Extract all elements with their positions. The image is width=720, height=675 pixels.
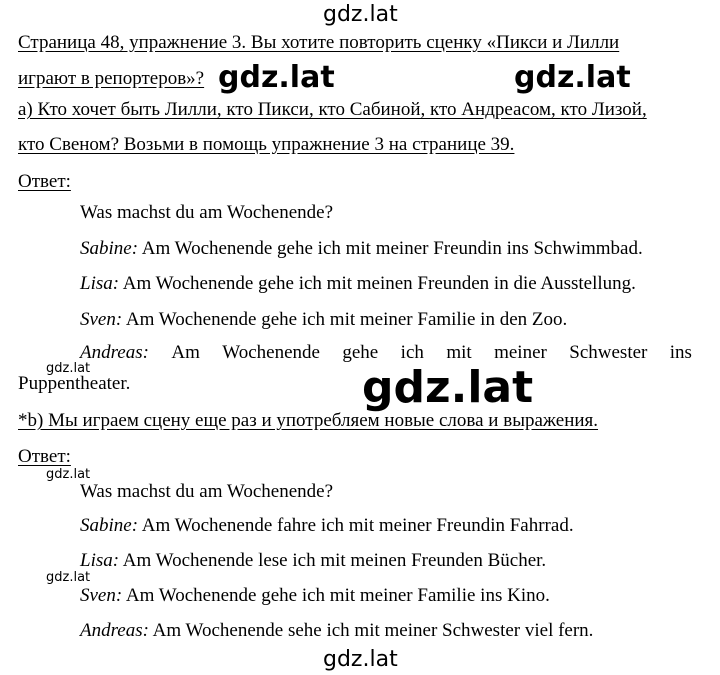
dialog-a-andreas-continuation: Puppentheater. [18,373,131,394]
watermark-top: gdz.lat [323,2,398,27]
speaker-text: Am Wochenende fahre ich mit meiner Freundin Fahrrad. [138,515,574,536]
speaker-name: Lisa: [80,550,120,571]
task-a-line-2: играют в репортеров»? [18,68,205,89]
speaker-name: Andreas: [80,342,149,363]
word: Wochenende [222,342,320,363]
speaker-text: Am Wochenende gehe ich mit meiner Familie in den Zoo. [122,309,568,330]
answer-label-a: Ответ: [18,171,71,192]
watermark-small-1: gdz.lat [46,361,91,376]
watermark-big: gdz.lat [362,362,534,413]
watermark-small-3: gdz.lat [46,570,91,585]
speaker-text: Am Wochenende gehe ich mit meiner Familie ins Kino. [122,585,550,606]
word: meiner [494,342,547,363]
answer-label-b: Ответ: [18,446,71,467]
task-a-line-4: кто Свеном? Возьми в помощь упражнение 3 на странице 39. [18,134,515,155]
watermark-mid-left: gdz.lat [218,60,335,95]
dialog-a-line-andreas [80,342,692,364]
speaker-name: Sabine: [80,515,139,536]
dialog-a-question: Was machst du am Wochenende? [80,202,334,223]
task-b: *b) Мы играем сцену еще раз и употребляем новые слова и выражения. [18,410,599,431]
speaker-name: Andreas: [80,620,149,641]
word: Am [171,342,200,363]
speaker-name: Sven: [80,585,123,606]
dialog-b-question: Was machst du am Wochenende? [80,481,334,502]
dialog-a-line-lisa [80,273,636,295]
speaker-text: Am Wochenende gehe ich mit meiner Freundin ins Schwimmbad. [138,238,643,259]
speaker-name: Lisa: [80,273,120,294]
watermark-small-2: gdz.lat [46,467,91,482]
speaker-text: Am Wochenende sehe ich mit meiner Schwester viel fern. [148,620,594,641]
word: ins [669,342,692,363]
watermark-bottom: gdz.lat [323,647,398,672]
speaker-name: Sven: [80,309,123,330]
dialog-a-line-sabine [80,238,643,260]
dialog-b-line-sabine [80,515,574,537]
word: mit [446,342,472,363]
word: Schwester [569,342,648,363]
dialog-b-line-lisa [80,550,546,572]
watermark-mid-right: gdz.lat [514,60,631,95]
task-a-line-3: а) Кто хочет быть Лилли, кто Пикси, кто Сабиной, кто Андреасом, кто Лизой, [18,99,647,120]
dialog-b-line-andreas [80,620,593,642]
task-a-line-1: Страница 48, упражнение 3. Вы хотите повторить сценку «Пикси и Лилли [18,32,620,53]
dialog-b-line-sven [80,585,550,607]
dialog-a-line-sven [80,309,567,331]
speaker-text: Am Wochenende gehe ich mit meinen Freunden in die Ausstellung. [119,273,636,294]
speaker-text: Am Wochenende lese ich mit meinen Freunden Bücher. [119,550,547,571]
word: ich [400,342,424,363]
word: gehe [342,342,379,363]
speaker-name: Sabine: [80,238,139,259]
